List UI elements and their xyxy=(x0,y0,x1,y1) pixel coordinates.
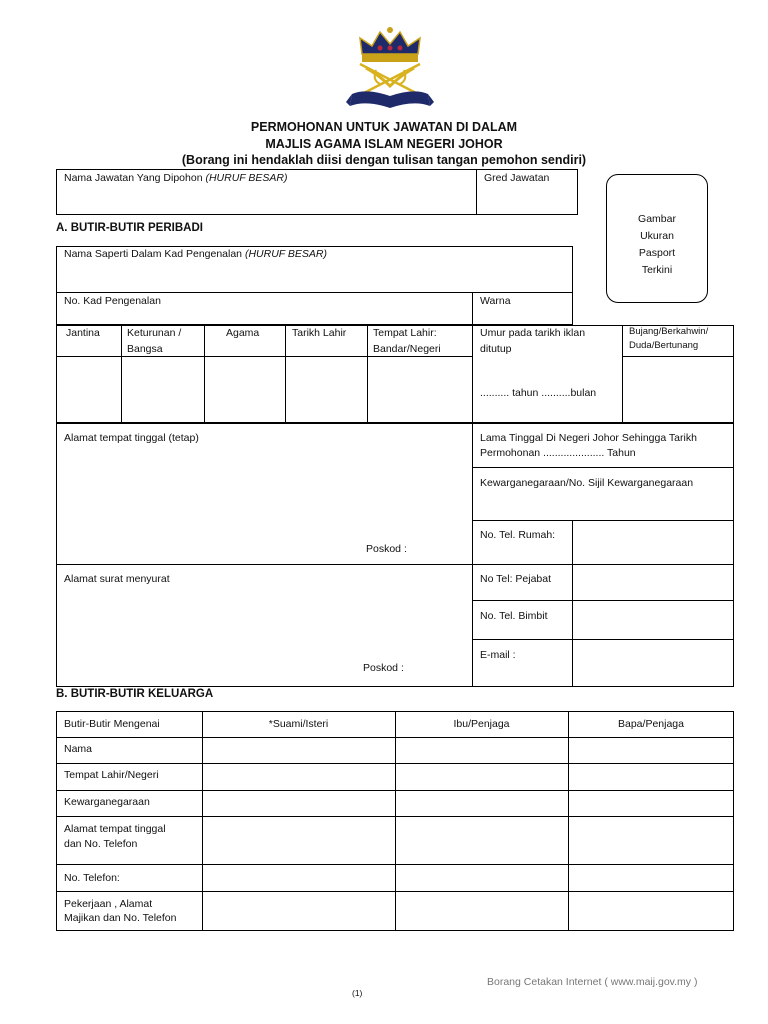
residence-duration-label-1: Lama Tinggal Di Negeri Johor Sehingga Tarikh xyxy=(480,432,697,444)
dob-label: Tarikh Lahir xyxy=(292,327,347,339)
religion-label: Agama xyxy=(226,327,260,339)
footer-source: Borang Cetakan Internet ( www.maij.gov.my ) xyxy=(487,976,698,988)
colour-label: Warna xyxy=(480,295,511,307)
marital-status-label-2: Duda/Bertunang xyxy=(629,340,699,351)
photo-label-4: Terkini xyxy=(641,264,673,276)
family-row-label: Majikan dan No. Telefon xyxy=(64,912,177,924)
race-label-2: Bangsa xyxy=(127,343,163,355)
office-phone-label: No Tel: Pejabat xyxy=(480,573,552,585)
section-b-title: B. BUTIR-BUTIR KELUARGA xyxy=(56,688,214,700)
johor-crest-emblem xyxy=(346,24,434,112)
photo-label-2: Ukuran xyxy=(640,230,674,242)
gender-label: Jantina xyxy=(66,327,100,339)
ic-number-label: No. Kad Pengenalan xyxy=(64,295,161,307)
family-row-label: Pekerjaan , Alamat xyxy=(64,898,153,910)
race-label-1: Keturunan / xyxy=(127,327,182,339)
age-label-1: Umur pada tarikh iklan xyxy=(480,327,586,339)
form-title-line2: MAJLIS AGAMA ISLAM NEGERI JOHOR xyxy=(265,137,503,151)
family-header-spouse: *Suami/Isteri xyxy=(268,718,329,730)
marital-status-label-1: Bujang/Berkahwin/ xyxy=(629,326,709,337)
citizenship-label: Kewarganegaraan/No. Sijil Kewarganegaraan xyxy=(480,477,694,489)
residence-duration-label-2: Permohonan ..................... Tahun xyxy=(480,447,636,459)
family-header-mother: Ibu/Penjaga xyxy=(453,718,510,730)
birthplace-label-2: Bandar/Negeri xyxy=(373,343,441,355)
page-number: (1) xyxy=(352,988,363,998)
family-row-label: Alamat tempat tinggal xyxy=(64,823,166,835)
job-name-label: Nama Jawatan Yang Dipohon (HURUF BESAR) xyxy=(64,172,288,184)
family-row-label: dan No. Telefon xyxy=(64,838,138,850)
home-phone-label: No. Tel. Rumah: xyxy=(480,529,556,541)
postcode-label-2: Poskod : xyxy=(363,662,404,674)
age-years-months: .......... tahun ..........bulan xyxy=(480,387,597,399)
name-label: Nama Saperti Dalam Kad Pengenalan (HURUF BESAR) xyxy=(64,248,328,260)
family-header-father: Bapa/Penjaga xyxy=(618,718,684,730)
family-row-label: No. Telefon: xyxy=(64,872,120,884)
ribbon-icon xyxy=(350,91,430,108)
photo-label-1: Gambar xyxy=(638,213,676,225)
age-label-2: ditutup xyxy=(480,343,512,355)
permanent-address-label: Alamat tempat tinggal (tetap) xyxy=(64,432,199,444)
grade-label: Gred Jawatan xyxy=(484,172,550,184)
crown-icon xyxy=(360,32,420,54)
photo-label-3: Pasport xyxy=(638,247,676,259)
section-a-title: A. BUTIR-BUTIR PERIBADI xyxy=(56,222,203,234)
family-row-label: Kewarganegaraan xyxy=(64,796,150,808)
form-title-line1: PERMOHONAN UNTUK JAWATAN DI DALAM xyxy=(250,120,518,134)
form-title-line3: (Borang ini hendaklah diisi dengan tulisan tangan pemohon sendiri) xyxy=(181,153,587,167)
mobile-phone-label: No. Tel. Bimbit xyxy=(480,610,548,622)
email-label: E-mail : xyxy=(480,649,516,661)
family-row-label: Tempat Lahir/Negeri xyxy=(64,769,159,781)
birthplace-label-1: Tempat Lahir: xyxy=(373,327,437,339)
family-row-label: Nama xyxy=(64,743,93,755)
family-header-item: Butir-Butir Mengenai xyxy=(64,718,160,730)
postcode-label-1: Poskod : xyxy=(366,543,407,555)
mailing-address-label: Alamat surat menyurat xyxy=(64,573,170,585)
